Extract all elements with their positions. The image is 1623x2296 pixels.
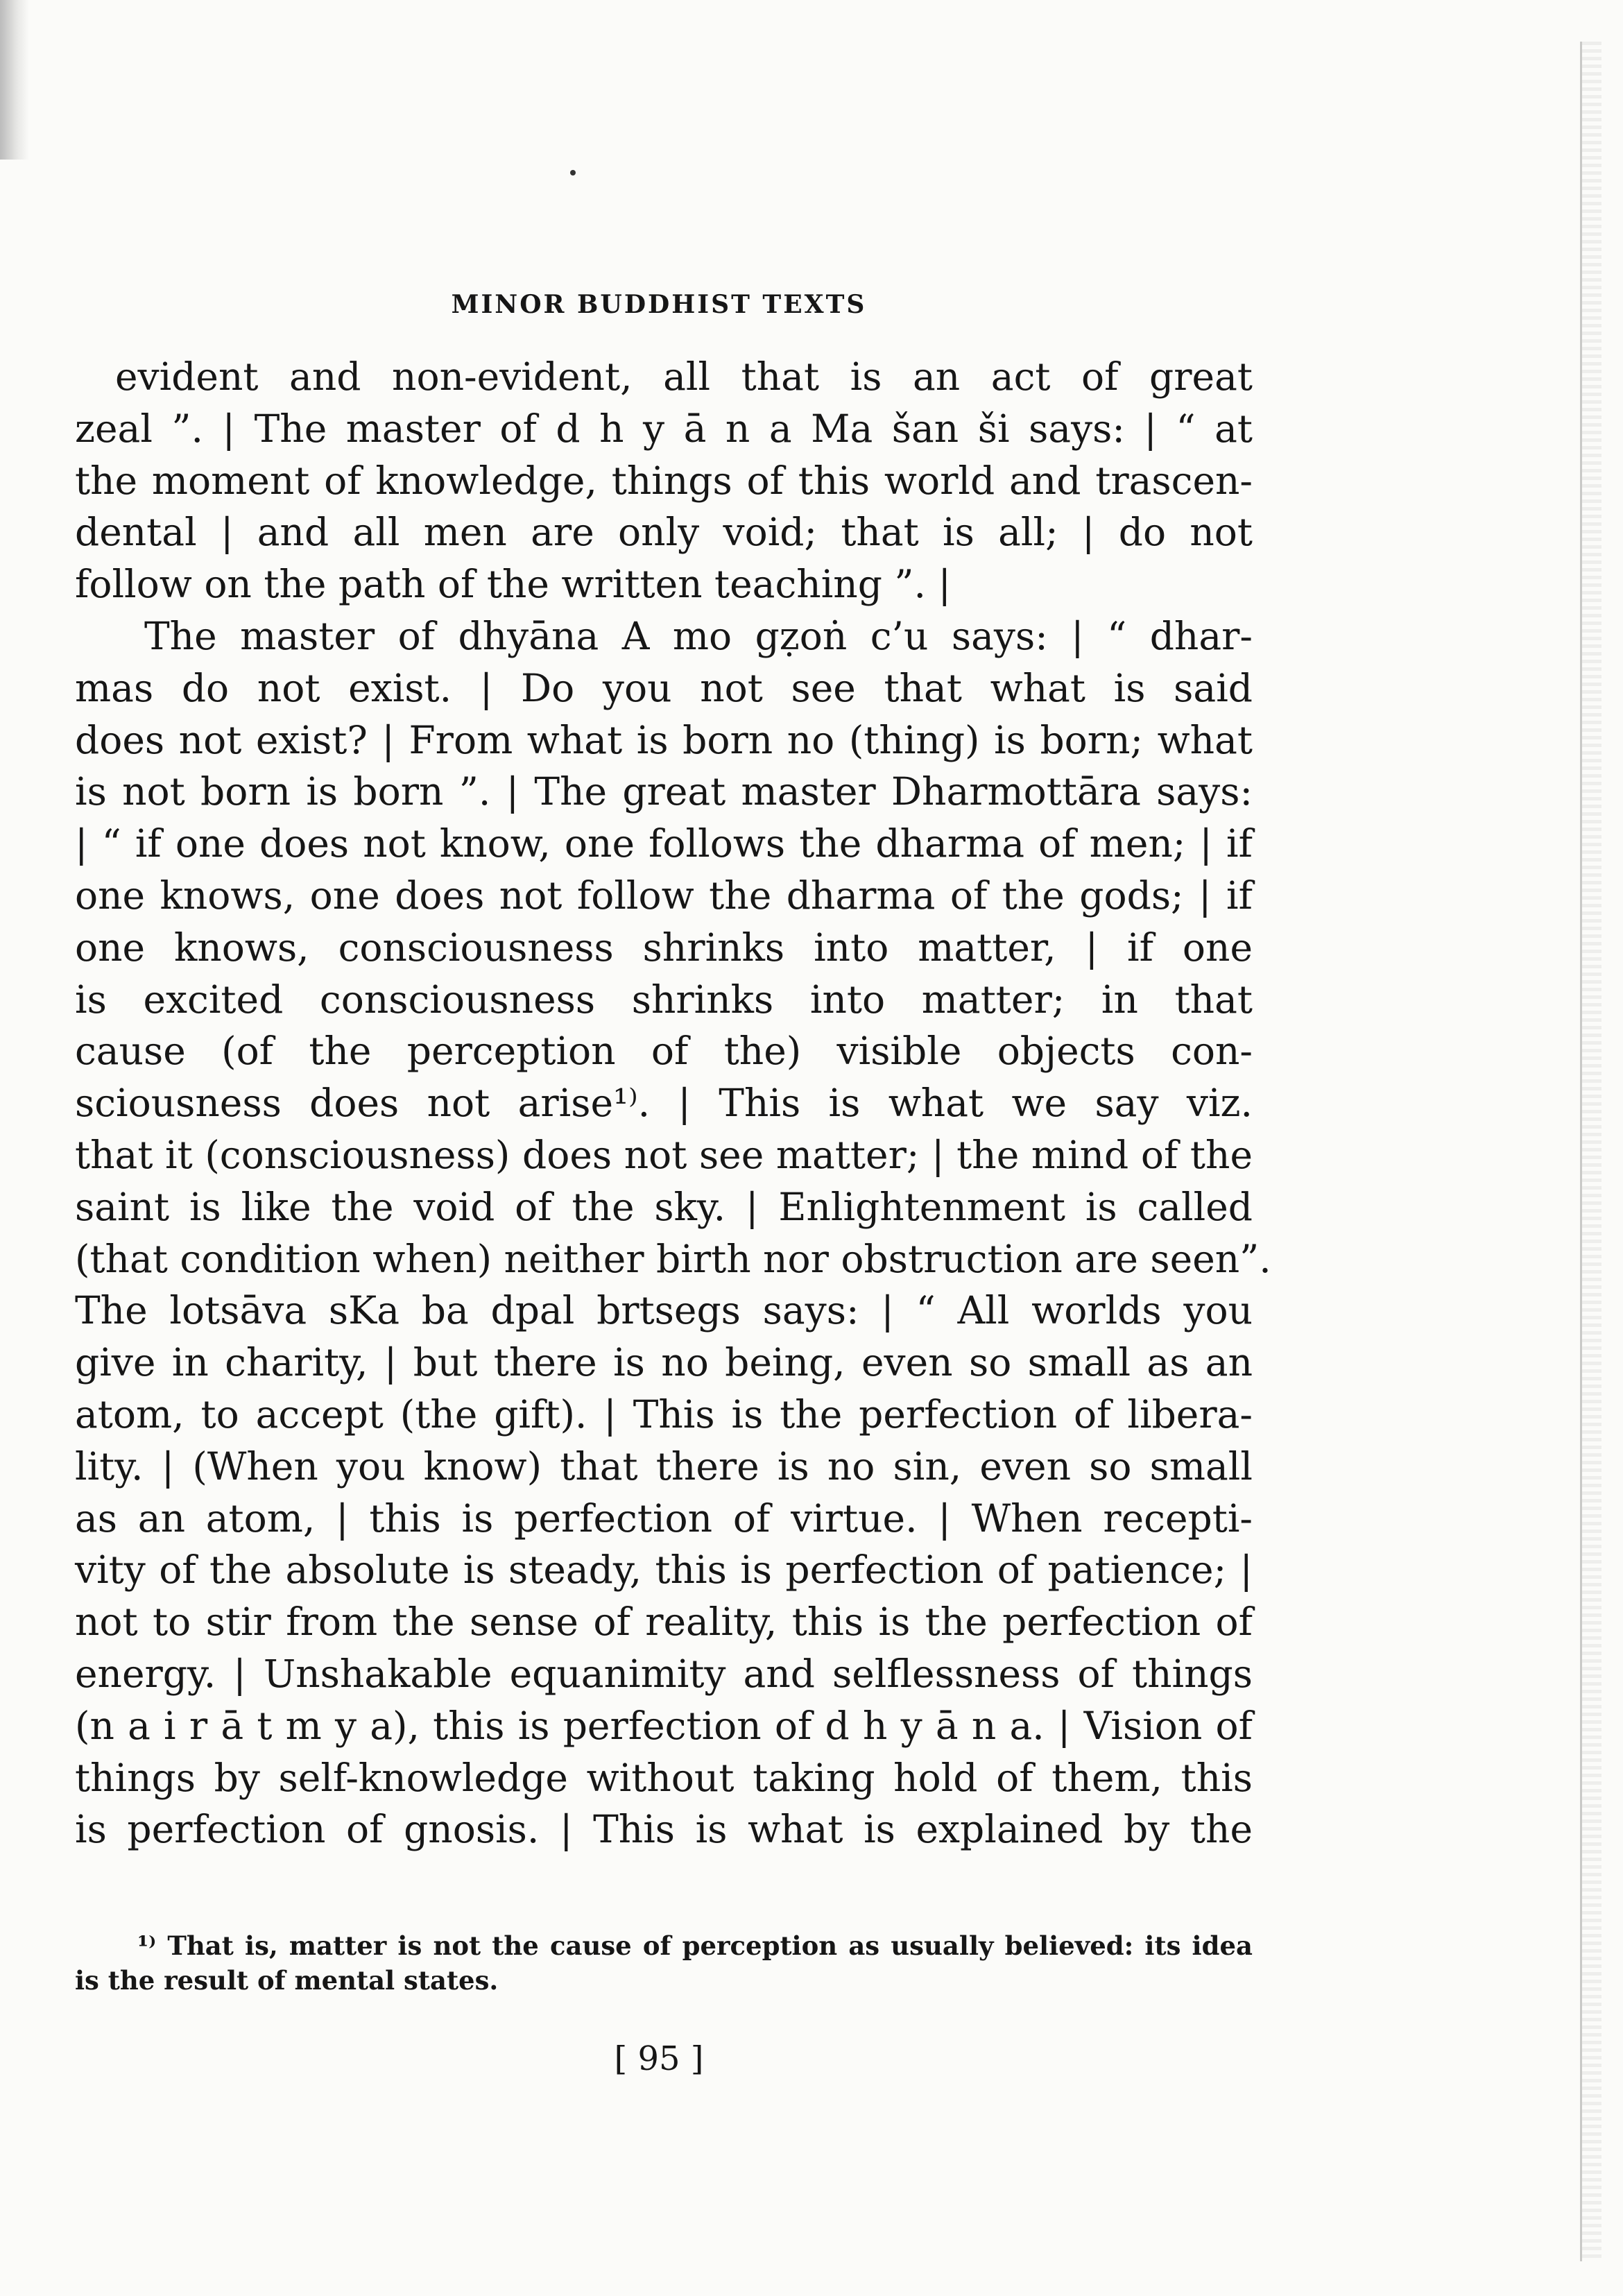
text-line: is perfection of gnosis. | This is what is explained by the: [75, 1807, 1253, 1852]
text-line: cause (of the perception of the) visible objects con-: [75, 1029, 1253, 1074]
text-line: one knows, consciousness shrinks into matter, | if one: [75, 925, 1253, 970]
text-line: is excited consciousness shrinks into matter; in that: [75, 977, 1253, 1022]
text-line: the moment of knowledge, things of this world and trascen-: [75, 458, 1253, 503]
text-line: | “ if one does not know, one follows the dharma of men; | if: [75, 821, 1253, 866]
text-line: energy. | Unshakable equanimity and selflessness of things: [75, 1651, 1253, 1696]
footnote-line: is the result of mental states.: [75, 1965, 499, 1996]
text-line: The lotsāva sKa ba dpal brtsegs says: | “ All worlds you: [75, 1288, 1253, 1333]
text-line: (n a i r ā t m y a), this is perfection of d h y ā n a. | Vision of: [75, 1703, 1253, 1748]
footnote: [75, 1928, 1253, 1998]
text-line: sciousness does not arise¹⁾. | This is what we say viz.: [75, 1081, 1253, 1126]
text-line: that it (consciousness) does not see matter; | the mind of the: [75, 1132, 1253, 1177]
text-line: lity. | (When you know) that there is no sin, even so small: [75, 1443, 1253, 1489]
footnote-line: ¹⁾ That is, matter is not the cause of perception as usually believed: its idea: [137, 1930, 1253, 1961]
scan-edge-shadow: [0, 0, 29, 160]
ink-speck: [570, 170, 576, 175]
text-line: evident and non-evident, all that is an act of great: [115, 354, 1253, 399]
text-line: zeal ”. | The master of d h y ā n a Ma šan ši says: | “ at: [75, 406, 1253, 451]
text-line: vity of the absolute is steady, this is perfection of patience; |: [75, 1548, 1253, 1593]
page-number: [ 95 ]: [614, 2039, 704, 2078]
text-line: atom, to accept (the gift). | This is the perfection of libera-: [75, 1391, 1253, 1437]
text-line: things by self-knowledge without taking hold of them, this: [75, 1755, 1253, 1800]
text-line: one knows, one does not follow the dharma of the gods; | if: [75, 873, 1253, 918]
text-line: saint is like the void of the sky. | Enlightenment is called: [75, 1184, 1253, 1229]
running-head: MINOR BUDDHIST TEXTS: [451, 290, 867, 319]
body-text: [75, 351, 1271, 1856]
text-line: give in charity, | but there is no being, even so small as an: [75, 1340, 1253, 1385]
text-line: dental | and all men are only void; that is all; | do not: [75, 510, 1253, 555]
text-line: follow on the path of the written teaching ”. |: [75, 562, 952, 607]
text-line: mas do not exist. | Do you not see that what is said: [75, 665, 1253, 710]
page-gutter-edge: [1580, 42, 1601, 2261]
text-line: as an atom, | this is perfection of virtue. | When recepti-: [75, 1496, 1253, 1541]
text-line: (that condition when) neither birth nor obstruction are seen”.: [75, 1236, 1271, 1281]
text-line: does not exist? | From what is born no (thing) is born; what: [75, 717, 1253, 762]
text-line: is not born is born ”. | The great master Dharmottāra says:: [75, 769, 1253, 814]
paragraph-start-line: The master of dhyāna A mo gẓoṅ c’u says: | “ dhar-: [144, 613, 1253, 658]
text-line: not to stir from the sense of reality, this is the perfection of: [75, 1600, 1253, 1645]
